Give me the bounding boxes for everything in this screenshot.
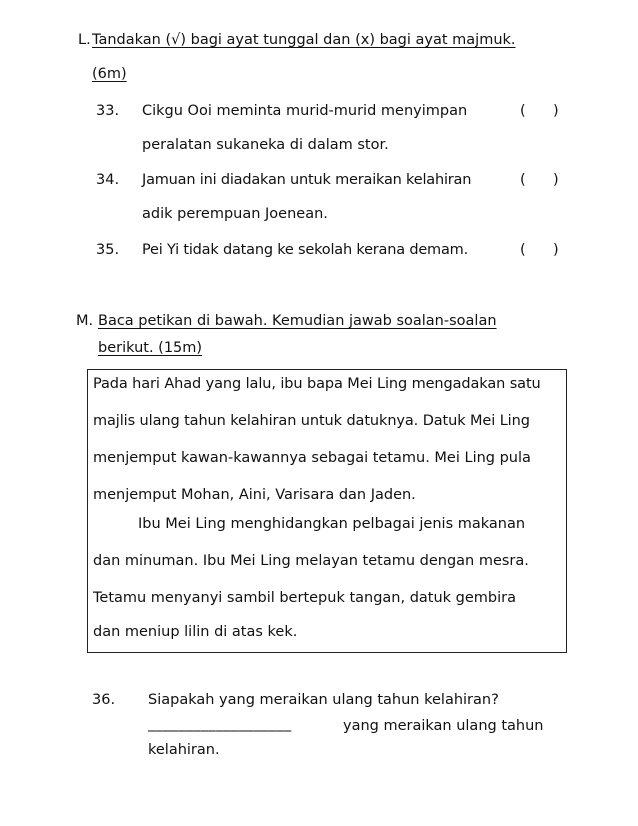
passage-line-2: majlis ulang tahun kelahiran untuk datuknya. Datuk Mei Ling: [93, 413, 530, 429]
question-34-answer-box-close: ): [553, 172, 559, 188]
section-l-marks: (6m): [92, 66, 127, 82]
question-36-answer-line2: kelahiran.: [148, 742, 220, 758]
section-m-letter: M.: [76, 313, 94, 329]
question-34-number: 34.: [96, 172, 120, 188]
question-33-answer-box-open[interactable]: (: [520, 103, 526, 119]
section-l-letter: L.: [78, 32, 91, 48]
question-35-number: 35.: [96, 242, 120, 258]
section-l-instruction: Tandakan (√) bagi ayat tunggal dan (x) bagi ayat majmuk.: [92, 32, 516, 48]
question-33-line2: peralatan sukaneka di dalam stor.: [142, 137, 389, 153]
question-35-answer-box-close: ): [553, 242, 559, 258]
question-33-number: 33.: [96, 103, 120, 119]
passage-box: [87, 369, 567, 653]
question-33-answer-box-close: ): [553, 103, 559, 119]
question-36-number: 36.: [92, 692, 116, 708]
question-36-text: Siapakah yang meraikan ulang tahun kelahiran?: [148, 692, 499, 708]
question-35-line1: Pei Yi tidak datang ke sekolah kerana demam.: [142, 242, 468, 258]
passage-line-5: Ibu Mei Ling menghidangkan pelbagai jenis makanan: [138, 516, 526, 532]
question-36-answer-tail: yang meraikan ulang tahun: [343, 718, 544, 734]
passage-line-8: dan meniup lilin di atas kek.: [93, 624, 298, 640]
question-34-answer-box-open[interactable]: (: [520, 172, 526, 188]
question-35-answer-box-open[interactable]: (: [520, 242, 526, 258]
passage-line-4: menjemput Mohan, Aini, Varisara dan Jaden.: [93, 487, 416, 503]
passage-line-3: menjemput kawan-kawannya sebagai tetamu. Mei Ling pula: [93, 450, 531, 466]
question-34-line1: Jamuan ini diadakan untuk meraikan kelahiran: [142, 172, 472, 188]
question-33-line1: Cikgu Ooi meminta murid-murid menyimpan: [142, 103, 468, 119]
section-m-instruction-line1: Baca petikan di bawah. Kemudian jawab soalan-soalan: [98, 313, 497, 329]
passage-line-6: dan minuman. Ibu Mei Ling melayan tetamu dengan mesra.: [93, 553, 529, 569]
section-m-instruction-line2: berikut. (15m): [98, 340, 203, 356]
question-34-line2: adik perempuan Joenean.: [142, 206, 328, 222]
passage-line-7: Tetamu menyanyi sambil bertepuk tangan, datuk gembira: [93, 590, 517, 606]
question-36-answer-blank[interactable]: ___________________: [148, 716, 292, 732]
passage-line-1: Pada hari Ahad yang lalu, ibu bapa Mei Ling mengadakan satu: [93, 376, 541, 392]
